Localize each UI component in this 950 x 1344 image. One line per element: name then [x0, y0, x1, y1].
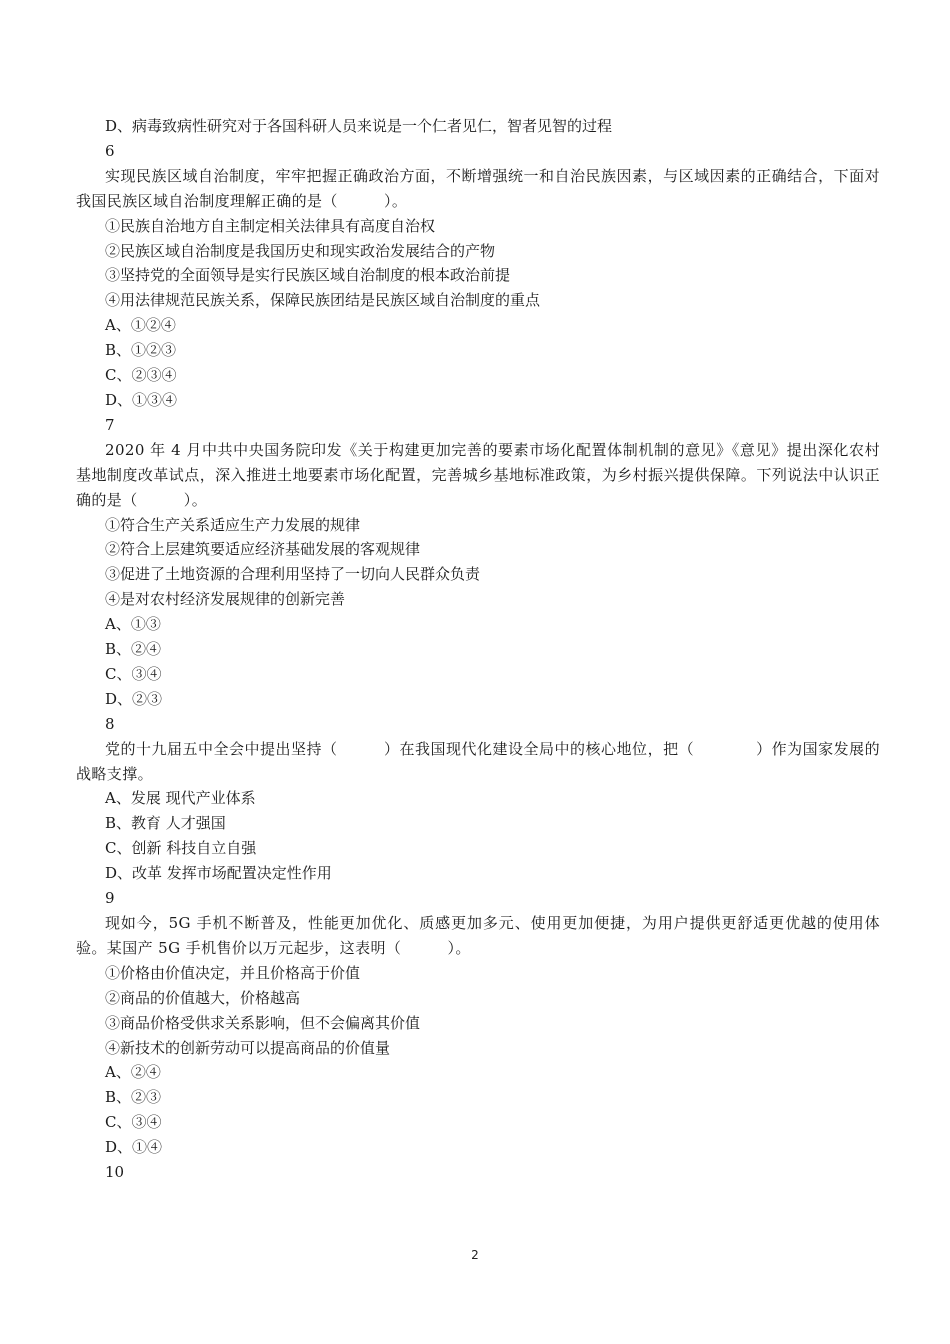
answer-option: B、②④: [105, 640, 162, 659]
statement-item: ③坚持党的全面领导是实行民族区域自治制度的根本政治前提: [105, 266, 511, 285]
answer-option: B、②③: [105, 1088, 162, 1107]
question-stem: 2020 年 4 月中共中央国务院印发《关于构建更加完善的要素市场化配置体制机制的意见》《意见》提出深化农村基地制度改革试点，深入推进土地要素市场化配置，完善城乡基地标准政策，为乡村振兴提供保障。下列说法中认识正确的是（ ）。: [76, 440, 880, 509]
question-stem: 现如今，5G 手机不断普及，性能更加优化、质感更加多元、使用更加便捷，为用户提供更舒适更优越的使用体验。某国产 5G 手机售价以万元起步，这表明（ ）。: [76, 914, 880, 957]
answer-option: C、③④: [105, 664, 162, 683]
answer-option: A、②④: [105, 1063, 161, 1082]
answer-option: D、改革 发挥市场配置决定性作用: [105, 864, 332, 883]
question-block: [76, 886, 880, 1160]
statement-item: ④用法律规范民族关系，保障民族团结是民族区域自治制度的重点: [105, 291, 541, 310]
question-number: 7: [105, 415, 115, 434]
question-block: [76, 712, 880, 886]
answer-option: A、①②④: [105, 316, 176, 335]
question-number: 9: [105, 889, 115, 908]
question-number: 8: [105, 714, 115, 733]
exam-content: [76, 114, 880, 1185]
answer-option: C、创新 科技自立自强: [105, 839, 257, 858]
question-stem: 党的十九届五中全会中提出坚持（ ）在我国现代化建设全局中的核心地位，把（ ）作为国家发展的战略支撑。: [76, 739, 880, 783]
statement-item: ③商品价格受供求关系影响，但不会偏离其价值: [105, 1013, 421, 1032]
answer-option: B、①②③: [105, 341, 177, 360]
question-list: [76, 139, 880, 1160]
statement-item: ②民族区域自治制度是我国历史和现实政治发展结合的产物: [105, 241, 496, 260]
carryover-option: D、病毒致病性研究对于各国科研人员来说是一个仁者见仁，智者见智的过程: [105, 117, 613, 135]
question-number: 6: [105, 141, 115, 160]
statement-item: ①符合生产关系适应生产力发展的规律: [105, 515, 361, 534]
question-stem: 实现民族区域自治制度，牢牢把握正确政治方面，不断增强统一和自治民族因素，与区域因素的正确结合，下面对我国民族区域自治制度理解正确的是（ ）。: [76, 166, 880, 210]
answer-option: C、②③④: [105, 366, 177, 385]
answer-option: D、①④: [105, 1138, 163, 1157]
statement-item: ①民族自治地方自主制定相关法律具有高度自治权: [105, 216, 436, 235]
answer-option: C、③④: [105, 1113, 162, 1132]
answer-option: D、②③: [105, 689, 163, 708]
answer-option: D、①③④: [105, 390, 178, 409]
statement-item: ③促进了土地资源的合理利用坚持了一切向人民群众负责: [105, 565, 481, 584]
statement-item: ④是对农村经济发展规律的创新完善: [105, 590, 346, 609]
question-block: [76, 139, 880, 413]
question-block: [76, 413, 880, 712]
answer-option: B、教育 人才强国: [105, 814, 226, 833]
statement-item: ①价格由价值决定，并且价格高于价值: [105, 963, 361, 982]
answer-option: A、①③: [105, 615, 161, 634]
statement-item: ④新技术的创新劳动可以提高商品的价值量: [105, 1038, 391, 1057]
answer-option: A、发展 现代产业体系: [105, 789, 256, 808]
statement-item: ②符合上层建筑要适应经济基础发展的客观规律: [105, 540, 421, 559]
statement-item: ②商品的价值越大，价格越高: [105, 988, 301, 1007]
question-number: 10: [105, 1163, 125, 1182]
page-number: 2: [471, 1248, 479, 1262]
